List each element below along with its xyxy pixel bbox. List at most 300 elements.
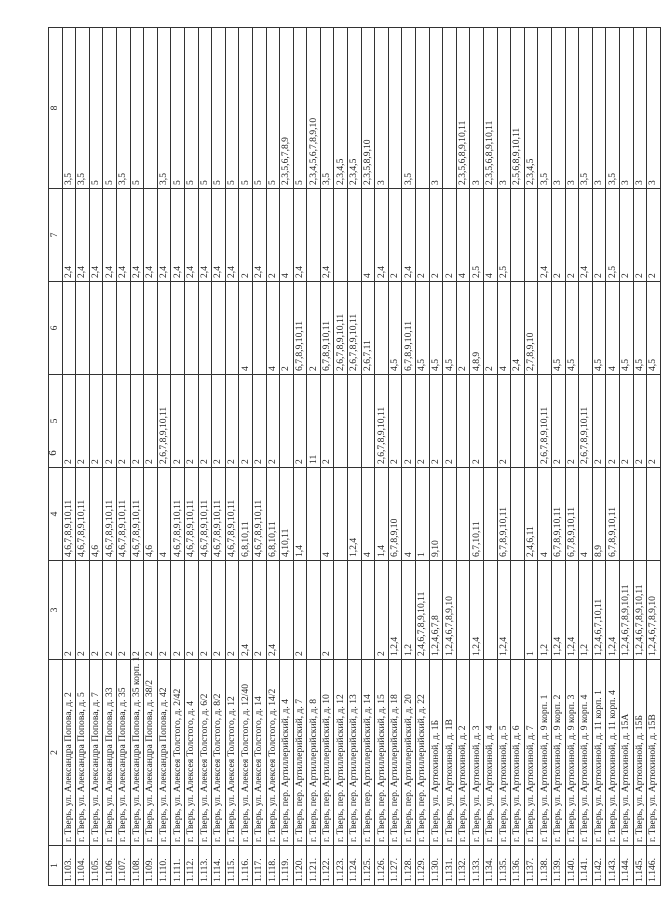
table-row [89,28,103,886]
cell-col-4: 4 [402,468,416,561]
cell-col-6 [116,282,130,375]
cell-col-3 [361,561,375,660]
cell-col-5: 2 [633,375,647,468]
cell-col-5: 2,6,7,8,9,10,11 [157,375,171,468]
cell-col-3: 1,2,4,6,7,8 [429,561,443,660]
cell-col-7: 2,4 [293,189,307,282]
cell-address: г. Тверь, ул. Алексея Толстого, д. 6/2 [198,660,212,846]
cell-col-7: 2,4 [103,189,117,282]
cell-col-5: 2 [497,375,511,468]
cell-col-7: 4 [361,189,375,282]
cell-col-6: 2,6,7,8,9,10,11 [348,282,362,375]
cell-row-number: 1.121. [307,846,321,886]
cell-address: г. Тверь, пер. Артиллерийский, д. 8 [307,660,321,846]
cell-col-4: 4,6,7,8,9,10,11 [198,468,212,561]
cell-col-6: 4,5 [551,282,565,375]
cell-col-4: 6,7,8,9,10,11 [565,468,579,561]
cell-col-6: 4,5 [388,282,402,375]
table-row [416,28,430,886]
table-row [633,28,647,886]
cell-address: г. Тверь, ул. Артюхиной, д. 2 [456,660,470,846]
cell-col-6 [144,282,158,375]
cell-col-4: 6,8,10,11 [266,468,280,561]
cell-address: г. Тверь, ул. Александра Попова, д. 35 корп. 1 [130,660,144,846]
cell-address: г. Тверь, ул. Александра Попова, д. 2 [62,660,76,846]
cell-col-7: 2,4 [130,189,144,282]
cell-col-6: 4,5 [416,282,430,375]
header-cell: 6 [49,282,63,375]
cell-col-4: 4,6 [144,468,158,561]
table-row [144,28,158,886]
cell-col-5: 2,6,7,8,9,10,11 [375,375,389,468]
cell-col-7: 4 [484,189,498,282]
table-row [157,28,171,886]
cell-col-6: 2 [456,282,470,375]
cell-col-6: 2,6,7,11 [361,282,375,375]
cell-row-number: 1.124. [348,846,362,886]
cell-address: г. Тверь, ул. Алексея Толстого, д. 14/2 [266,660,280,846]
cell-address: г. Тверь, пер. Артиллерийский, д. 18 [388,660,402,846]
cell-col-7 [307,189,321,282]
cell-address: г. Тверь, ул. Артюхиной, д. 11 корп. 1 [592,660,606,846]
cell-col-7: 2 [429,189,443,282]
cell-address: г. Тверь, ул. Артюхиной, д. 15А [619,660,633,846]
cell-col-4 [307,468,321,561]
cell-col-7: 2,4 [252,189,266,282]
cell-col-3 [348,561,362,660]
cell-col-3 [334,561,348,660]
cell-col-8: 2,3,4,5 [348,28,362,189]
cell-col-5: 2 [551,375,565,468]
cell-address: г. Тверь, ул. Александра Попова, д. 5 [76,660,90,846]
table-row [388,28,402,886]
cell-col-8: 5 [225,28,239,189]
cell-col-8: 2,3,5,6,8,9,10,11 [456,28,470,189]
cell-col-3 [280,561,294,660]
cell-col-8: 2,3,4,5 [334,28,348,189]
cell-col-4 [619,468,633,561]
cell-col-7: 2,4 [171,189,185,282]
cell-col-5: 2 [130,375,144,468]
table-row [348,28,362,886]
table-row [239,28,253,886]
cell-col-8 [144,28,158,189]
cell-col-7: 2,4 [402,189,416,282]
cell-row-number: 1.116. [239,846,253,886]
cell-row-number: 1.118. [266,846,280,886]
cell-col-6: 4,5 [647,282,661,375]
cell-col-5: 2 [606,375,620,468]
cell-col-4: 4,6,7,8,9,10,11 [225,468,239,561]
cell-col-3: 1,2,4 [470,561,484,660]
cell-col-8: 3 [375,28,389,189]
cell-col-6 [184,282,198,375]
table-row [511,28,525,886]
cell-row-number: 1.140. [565,846,579,886]
cell-address: г. Тверь, ул. Артюхиной, д. 1Б [429,660,443,846]
cell-row-number: 1.134. [484,846,498,886]
header-cell: 2 [49,660,63,846]
cell-col-3: 1,2,4,6,7,8,9,10,11 [633,561,647,660]
cell-col-4: 4,6,7,8,9,10,11 [103,468,117,561]
header-cell: 5 [49,375,63,468]
cell-col-6: 2,4 [511,282,525,375]
cell-col-7: 2,4 [212,189,226,282]
cell-col-7: 2 [551,189,565,282]
cell-col-4: 4 [320,468,334,561]
cell-row-number: 1.145. [633,846,647,886]
cell-col-5: 2 [184,375,198,468]
cell-row-number: 1.125. [361,846,375,886]
cell-col-7: 4 [280,189,294,282]
cell-col-3: 1,2,4 [565,561,579,660]
cell-col-6: 2,6,7,8,9,10,11 [334,282,348,375]
cell-col-4: 9,10 [429,468,443,561]
cell-col-3 [307,561,321,660]
cell-address: г. Тверь, пер. Артиллерийский, д. 4 [280,660,294,846]
cell-row-number: 1.146. [647,846,661,886]
table-row [184,28,198,886]
cell-col-4: 4,6,7,8,9,10,11 [212,468,226,561]
cell-col-6: 6,7,8,9,10,11 [402,282,416,375]
cell-col-8: 3,5 [320,28,334,189]
cell-col-4: 4,6,7,8,9,10,11 [171,468,185,561]
cell-col-3: 1,2,4,6,7,8,9,10,11 [619,561,633,660]
cell-col-3: 2 [157,561,171,660]
cell-col-5 [524,375,538,468]
cell-col-5: 2 [103,375,117,468]
cell-col-7 [334,189,348,282]
cell-col-6 [198,282,212,375]
cell-col-3: 2 [89,561,103,660]
cell-col-4 [511,468,525,561]
cell-address: г. Тверь, пер. Артиллерийский, д. 15 [375,660,389,846]
cell-row-number: 1.123. [334,846,348,886]
cell-col-6: 4 [239,282,253,375]
cell-row-number: 1.129. [416,846,430,886]
cell-address: г. Тверь, ул. Александра Попова, д. 35 [116,660,130,846]
cell-col-7 [348,189,362,282]
cell-col-5 [348,375,362,468]
cell-col-6: 2 [484,282,498,375]
cell-col-8: 3 [592,28,606,189]
cell-row-number: 1.106. [103,846,117,886]
cell-col-5 [361,375,375,468]
cell-col-8: 3,5 [402,28,416,189]
cell-row-number: 1.136. [511,846,525,886]
cell-row-number: 1.137. [524,846,538,886]
cell-col-7: 2,4 [144,189,158,282]
cell-col-6: 6,7,8,9,10,11 [293,282,307,375]
cell-col-4 [456,468,470,561]
cell-col-4: 2,4,6,11 [524,468,538,561]
cell-col-5: 2 [198,375,212,468]
cell-col-3: 2 [212,561,226,660]
cell-col-8 [388,28,402,189]
cell-col-8: 5 [212,28,226,189]
cell-col-7: 2 [592,189,606,282]
cell-col-8: 3 [565,28,579,189]
cell-col-3: 2 [144,561,158,660]
cell-col-6: 6,7,8,9,10,11 [320,282,334,375]
cell-address: г. Тверь, пер. Артиллерийский, д. 7 [293,660,307,846]
cell-address: г. Тверь, ул. Александра Попова, д. 7 [89,660,103,846]
cell-row-number: 1.128. [402,846,416,886]
table-row [647,28,661,886]
cell-col-4 [443,468,457,561]
cell-col-3: 2 [116,561,130,660]
cell-col-6 [171,282,185,375]
cell-col-5: 2 [293,375,307,468]
cell-col-3: 1,2,4,6,7,8,9,10 [443,561,457,660]
header-cell: 7 [49,189,63,282]
cell-col-5: 2 [565,375,579,468]
cell-address: г. Тверь, ул. Артюхиной, д. 9 корп. 4 [579,660,593,846]
table-row [456,28,470,886]
cell-col-7: 2,4 [89,189,103,282]
cell-col-4 [484,468,498,561]
cell-row-number: 1.141. [579,846,593,886]
cell-row-number: 1.117. [252,846,266,886]
cell-col-4: 6,8,10,11 [239,468,253,561]
cell-row-number: 1.110. [157,846,171,886]
cell-col-6 [225,282,239,375]
table-row [429,28,443,886]
header-row [49,28,63,886]
cell-col-8 [416,28,430,189]
cell-col-3: 2 [62,561,76,660]
cell-col-6 [579,282,593,375]
cell-col-8: 2,3,5,6,7,8,9 [280,28,294,189]
cell-row-number: 1.113. [198,846,212,886]
cell-col-5: 2 [470,375,484,468]
header-cell: 8 [49,28,63,189]
cell-row-number: 1.120. [293,846,307,886]
table-row [619,28,633,886]
cell-col-3: 2 [252,561,266,660]
cell-col-3: 1,2,4 [388,561,402,660]
table-row [375,28,389,886]
cell-col-7: 2,4 [375,189,389,282]
cell-col-8: 5 [89,28,103,189]
table-row [280,28,294,886]
cell-col-8: 2,3,4,5 [524,28,538,189]
cell-col-5: 2 [89,375,103,468]
cell-col-7: 2,4 [538,189,552,282]
cell-col-3: 2 [293,561,307,660]
cell-address: г. Тверь, ул. Алексея Толстого, д. 12/40 [239,660,253,846]
cell-col-8: 5 [239,28,253,189]
cell-col-8: 3 [647,28,661,189]
cell-col-3 [511,561,525,660]
table-row [320,28,334,886]
cell-col-5: 2,6,7,8,9,10,11 [579,375,593,468]
cell-col-6 [157,282,171,375]
cell-col-5: 2 [320,375,334,468]
cell-row-number: 1.144. [619,846,633,886]
cell-col-7 [524,189,538,282]
cell-col-4: 1,4 [293,468,307,561]
table-row [565,28,579,886]
cell-col-3: 2,4 [266,561,280,660]
cell-col-7: 2,4 [225,189,239,282]
rotated-page [48,28,659,886]
cell-col-4: 1,4 [375,468,389,561]
table-row [551,28,565,886]
cell-col-3: 2 [225,561,239,660]
cell-row-number: 1.131. [443,846,457,886]
cell-col-6: 4,5 [443,282,457,375]
cell-col-4: 6,7,8,9,10,11 [551,468,565,561]
cell-row-number: 1.108. [130,846,144,886]
cell-col-8: 5 [130,28,144,189]
cell-address: г. Тверь, ул. Артюхиной, д. 15Б [633,660,647,846]
cell-col-3: 1,2,4,6,7,10,11 [592,561,606,660]
cell-col-5: 2 [171,375,185,468]
cell-col-6 [252,282,266,375]
cell-col-5: 2 [225,375,239,468]
cell-col-3: 2 [130,561,144,660]
cell-col-3: 1 [524,561,538,660]
cell-row-number: 1.130. [429,846,443,886]
cell-col-6 [76,282,90,375]
header-cell: 4 [49,468,63,561]
cell-col-8: 2,3,4,5,6,7,8,9,10 [307,28,321,189]
cell-col-5: 2 [416,375,430,468]
cell-row-number: 1.115. [225,846,239,886]
cell-col-4: 4,6,7,8,9,10,11 [62,468,76,561]
header-cell: 3 [49,561,63,660]
cell-row-number: 1.135. [497,846,511,886]
cell-address: г. Тверь, ул. Артюхиной, д. 3 [470,660,484,846]
cell-col-8: 3,5 [157,28,171,189]
cell-col-4 [647,468,661,561]
table-row [266,28,280,886]
cell-col-5: 2 [429,375,443,468]
cell-col-7: 2,5 [470,189,484,282]
cell-col-8: 3,5 [116,28,130,189]
cell-col-3: 1,2,4 [551,561,565,660]
table-row [103,28,117,886]
table-row [62,28,76,886]
table-row [198,28,212,886]
cell-col-7: 2,5 [497,189,511,282]
cell-col-5 [511,375,525,468]
cell-col-6 [89,282,103,375]
cell-col-4: 6,7,10,11 [470,468,484,561]
cell-col-3: 2 [171,561,185,660]
table-row [579,28,593,886]
cell-col-4: 4 [157,468,171,561]
cell-col-8: 5 [184,28,198,189]
cell-col-8: 3 [619,28,633,189]
cell-col-4 [633,468,647,561]
cell-row-number: 1.103. [62,846,76,886]
table-row [252,28,266,886]
cell-col-7: 2,4 [116,189,130,282]
cell-col-3: 1,2 [579,561,593,660]
cell-address: г. Тверь, ул. Артюхиной, д. 9 корп. 2 [551,660,565,846]
header-cell: 1 [49,846,63,886]
table-row [334,28,348,886]
cell-row-number: 1.119. [280,846,294,886]
cell-col-5 [280,375,294,468]
table-row [484,28,498,886]
cell-col-3: 2 [320,561,334,660]
cell-col-8: 3 [429,28,443,189]
cell-col-6 [62,282,76,375]
cell-col-5: 2 [239,375,253,468]
table-row [171,28,185,886]
cell-col-5: 2 [76,375,90,468]
cell-address: г. Тверь, ул. Артюхиной, д. 15В [647,660,661,846]
cell-col-4: 4,6,7,8,9,10,11 [252,468,266,561]
cell-col-3: 2 [184,561,198,660]
cell-col-5 [334,375,348,468]
cell-col-3: 1,2 [538,561,552,660]
cell-col-3: 2 [76,561,90,660]
cell-address: г. Тверь, ул. Александра Попова, д. 33 [103,660,117,846]
cell-address: г. Тверь, ул. Алексея Толстого, д. 8/2 [212,660,226,846]
cell-col-8: 5 [103,28,117,189]
cell-col-7: 2 [565,189,579,282]
address-table [48,27,661,886]
cell-col-8: 3,5 [538,28,552,189]
cell-col-8: 5 [252,28,266,189]
cell-col-8: 5 [171,28,185,189]
table-row [497,28,511,886]
cell-col-7: 2,4 [62,189,76,282]
cell-row-number: 1.107. [116,846,130,886]
cell-col-3: 2 [103,561,117,660]
cell-col-8: 3 [497,28,511,189]
cell-col-4: 6,7,8,9,10 [388,468,402,561]
cell-col-7: 2,4 [579,189,593,282]
cell-col-4: 8,9 [592,468,606,561]
cell-col-5: 2 [619,375,633,468]
cell-address: г. Тверь, ул. Артюхиной, д. 6 [511,660,525,846]
cell-col-7: 2 [619,189,633,282]
cell-col-4: 1 [416,468,430,561]
cell-col-3 [484,561,498,660]
cell-col-3: 2,4 [239,561,253,660]
cell-row-number: 1.112. [184,846,198,886]
cell-col-7: 2 [443,189,457,282]
cell-col-6 [538,282,552,375]
cell-col-5: 2 [443,375,457,468]
cell-col-6 [130,282,144,375]
cell-col-8: 3,5 [606,28,620,189]
cell-col-3: 2 [375,561,389,660]
cell-col-4: 4 [538,468,552,561]
table-row [116,28,130,886]
table-row [606,28,620,886]
cell-col-5 [456,375,470,468]
table-row [443,28,457,886]
cell-col-8: 2,5,6,8,9,10,11 [511,28,525,189]
table-row [225,28,239,886]
cell-col-7 [511,189,525,282]
table-row [470,28,484,886]
cell-col-5: 2 [266,375,280,468]
cell-col-7: 2 [239,189,253,282]
cell-col-6 [103,282,117,375]
cell-col-7: 2,4 [320,189,334,282]
cell-col-6: 4 [606,282,620,375]
cell-address: г. Тверь, ул. Артюхиной, д. 7 [524,660,538,846]
cell-col-3 [456,561,470,660]
cell-address: г. Тверь, ул. Алексея Толстого, д. 2/42 [171,660,185,846]
